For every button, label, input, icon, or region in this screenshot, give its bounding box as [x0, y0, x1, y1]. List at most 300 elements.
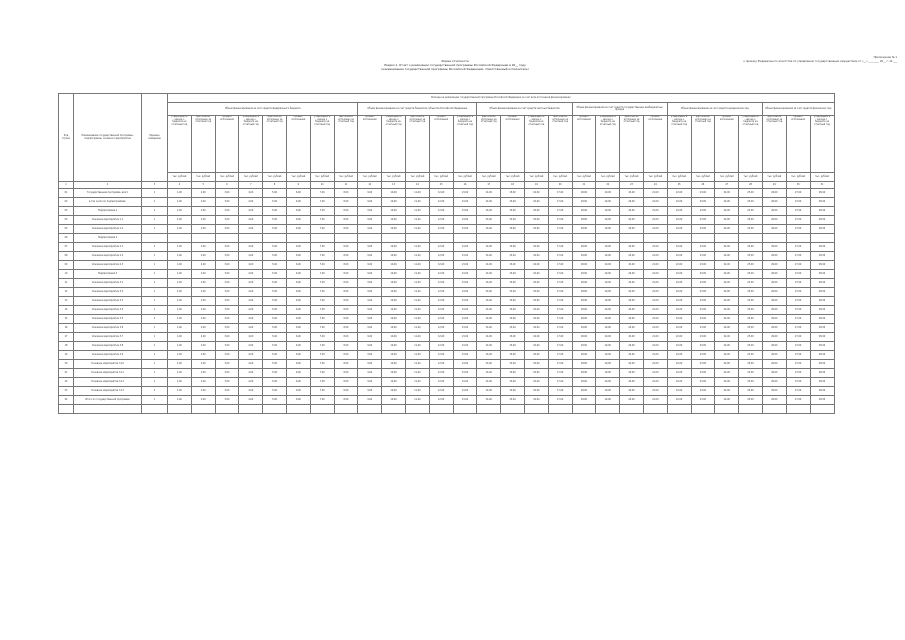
row-value: 1,00 — [168, 324, 192, 333]
row-code: 15 — [59, 315, 74, 324]
row-value: 6,00 — [286, 207, 310, 216]
row-name: Основное мероприятие 3.5 — [74, 315, 142, 324]
row-value: 15,00 — [501, 279, 525, 288]
row-value: 25,00 — [739, 333, 763, 342]
row-value: 13,00 — [453, 378, 477, 387]
row-value: 17,00 — [548, 261, 572, 270]
row-value — [358, 234, 382, 243]
row-value: 22,00 — [667, 207, 691, 216]
row-value: 16,00 — [524, 351, 548, 360]
row-value: 3,00 — [215, 396, 239, 405]
row-value — [524, 234, 548, 243]
row-value: 25,00 — [739, 342, 763, 351]
row-value: 25,00 — [739, 270, 763, 279]
row-value: 22,00 — [667, 189, 691, 198]
row-value: 15,00 — [501, 216, 525, 225]
row-unit: 1 — [142, 324, 168, 333]
row-value: 12,00 — [429, 387, 453, 396]
row-value: 17,00 — [548, 387, 572, 396]
row-value: 13,00 — [453, 324, 477, 333]
row-value: 24,00 — [715, 351, 739, 360]
row-value: 25,00 — [739, 387, 763, 396]
row-value — [596, 234, 620, 243]
row-value: 24,00 — [715, 216, 739, 225]
column-number: 17 — [477, 182, 501, 189]
column-number: 27 — [715, 182, 739, 189]
row-value: 6,00 — [286, 369, 310, 378]
row-value: 4,00 — [239, 198, 263, 207]
row-value: 5,00 — [263, 189, 287, 198]
row-value: 28,00 — [810, 297, 834, 306]
row-value: 1,00 — [168, 288, 192, 297]
row-value: 21,00 — [643, 396, 667, 405]
row-value: 24,00 — [715, 369, 739, 378]
column-number: 6 — [215, 182, 239, 189]
row-value: 26,00 — [762, 315, 786, 324]
row-value: 10,00 — [382, 288, 406, 297]
row-name: Основное мероприятие 3.9 — [74, 351, 142, 360]
row-value: 19,00 — [596, 198, 620, 207]
row-value — [667, 234, 691, 243]
row-unit: 1 — [142, 288, 168, 297]
row-value: 22,00 — [667, 387, 691, 396]
row-value: 5,00 — [263, 252, 287, 261]
row-value: 19,00 — [596, 270, 620, 279]
row-value: 9,00 — [358, 198, 382, 207]
row-value: 28,00 — [810, 216, 834, 225]
column-number: 16 — [453, 182, 477, 189]
table-row — [59, 396, 835, 405]
row-value: 21,00 — [643, 297, 667, 306]
row-value — [239, 405, 263, 414]
table-row — [59, 405, 835, 414]
row-value: 26,00 — [762, 252, 786, 261]
table-row — [59, 378, 835, 387]
row-value: 17,00 — [548, 324, 572, 333]
row-name: Основное мероприятие 2.2 — [74, 252, 142, 261]
row-value: 23,00 — [691, 189, 715, 198]
row-value: 16,00 — [524, 279, 548, 288]
row-value: 18,00 — [572, 225, 596, 234]
row-value: 7,00 — [310, 396, 334, 405]
row-value — [596, 405, 620, 414]
row-value: 10,00 — [382, 360, 406, 369]
table-row — [59, 189, 835, 198]
header-subcol: утверждено в законе о бюджете на отчетный год — [739, 116, 763, 173]
row-value: 2,00 — [191, 270, 215, 279]
row-value: 21,00 — [643, 270, 667, 279]
appendix-line-2: к приказу Федерального агентства по управлению государственным имуществом от «__» ________ 20__ г. № ___ — [743, 60, 897, 63]
row-value: 22,00 — [667, 378, 691, 387]
row-value: 18,00 — [572, 351, 596, 360]
row-value: 15,00 — [501, 324, 525, 333]
row-value: 7,00 — [310, 225, 334, 234]
row-value: 24,00 — [715, 306, 739, 315]
row-value: 13,00 — [453, 297, 477, 306]
header-name: Наименование государственной программы, подпрограммы, основного мероприятия — [74, 94, 142, 182]
row-value: 22,00 — [667, 396, 691, 405]
row-value — [239, 234, 263, 243]
row-code: 06 — [59, 234, 74, 243]
row-code: 04 — [59, 216, 74, 225]
row-value: 18,00 — [572, 279, 596, 288]
row-value: 1,00 — [168, 207, 192, 216]
row-value: 23,00 — [691, 279, 715, 288]
row-value: 26,00 — [762, 189, 786, 198]
row-value: 18,00 — [572, 342, 596, 351]
row-value — [501, 405, 525, 414]
row-value: 21,00 — [643, 306, 667, 315]
row-value: 6,00 — [286, 261, 310, 270]
header-subcol: утверждено в законе о бюджете на отчетный год — [168, 116, 192, 173]
row-unit: 1 — [142, 351, 168, 360]
title-line-3: (наименование государственной программы Российской Федерации, ответственный исполнитель) — [381, 67, 529, 71]
unit-cell: тыс. рублей — [572, 173, 596, 182]
row-code: 07 — [59, 243, 74, 252]
row-value: 4,00 — [239, 216, 263, 225]
row-value: 17,00 — [548, 315, 572, 324]
row-value: 4,00 — [239, 252, 263, 261]
header-code: Код строки — [59, 94, 74, 182]
row-value: 22,00 — [667, 279, 691, 288]
header-subcol: процент исполнения — [572, 116, 596, 173]
row-value: 15,00 — [501, 342, 525, 351]
row-code: 14 — [59, 306, 74, 315]
row-value: 23,00 — [691, 198, 715, 207]
header-row-units — [59, 173, 835, 182]
row-unit: 1 — [142, 387, 168, 396]
row-value: 10,00 — [382, 225, 406, 234]
row-value — [168, 405, 192, 414]
row-value — [620, 405, 644, 414]
row-value: 26,00 — [762, 243, 786, 252]
row-value: 7,00 — [310, 252, 334, 261]
row-code: 09 — [59, 261, 74, 270]
row-value: 24,00 — [715, 324, 739, 333]
row-value: 8,00 — [334, 216, 358, 225]
row-value: 19,00 — [596, 216, 620, 225]
row-name: Основное мероприятие 2.3 — [74, 261, 142, 270]
row-value: 4,00 — [239, 315, 263, 324]
row-value: 11,00 — [405, 243, 429, 252]
row-value: 3,00 — [215, 342, 239, 351]
row-value: 9,00 — [358, 333, 382, 342]
column-number: 11 — [334, 182, 358, 189]
row-value: 10,00 — [382, 297, 406, 306]
row-value — [429, 234, 453, 243]
row-value: 21,00 — [643, 198, 667, 207]
column-number: 29 — [762, 182, 786, 189]
row-value: 7,00 — [310, 270, 334, 279]
row-value — [382, 405, 406, 414]
row-value: 1,00 — [168, 198, 192, 207]
appendix-line-1: Приложение № 1 — [873, 56, 897, 59]
header-subcol: процент исполнения — [786, 116, 810, 173]
row-value: 27,00 — [786, 297, 810, 306]
row-value: 15,00 — [501, 252, 525, 261]
row-value — [762, 234, 786, 243]
row-value: 19,00 — [596, 333, 620, 342]
header-subcol: утверждено в законе о бюджете на отчетный год — [596, 116, 620, 173]
row-value: 16,00 — [524, 387, 548, 396]
header-group-c: Объем финансирования за счет средств местных бюджетов — [477, 103, 572, 116]
row-value: 2,00 — [191, 369, 215, 378]
row-value: 4,00 — [239, 306, 263, 315]
row-value: 24,00 — [715, 315, 739, 324]
row-value: 26,00 — [762, 279, 786, 288]
row-value: 19,00 — [596, 225, 620, 234]
row-value: 15,00 — [501, 297, 525, 306]
row-value: 10,00 — [382, 243, 406, 252]
row-code: 20 — [59, 360, 74, 369]
row-value: 20,00 — [620, 306, 644, 315]
row-value: 14,00 — [477, 369, 501, 378]
unit-cell: тыс. рублей — [310, 173, 334, 182]
row-value: 11,00 — [405, 387, 429, 396]
column-number: 25 — [667, 182, 691, 189]
header-row-top — [59, 94, 835, 103]
row-value: 22,00 — [667, 342, 691, 351]
row-value: 5,00 — [263, 297, 287, 306]
row-value: 4,00 — [239, 360, 263, 369]
unit-cell: тыс. рублей — [429, 173, 453, 182]
row-value: 10,00 — [382, 252, 406, 261]
title-line-2: Раздел 1. Отчет о реализации государственной программы Российской Федерации в 20__ году — [384, 63, 526, 67]
table-row — [59, 279, 835, 288]
row-value: 8,00 — [334, 297, 358, 306]
header-subcol: утверждено в законе о бюджете на отчетный год — [667, 116, 691, 173]
row-value: 14,00 — [477, 243, 501, 252]
row-value: 16,00 — [524, 270, 548, 279]
row-value — [405, 405, 429, 414]
row-unit: 1 — [142, 189, 168, 198]
row-value: 13,00 — [453, 270, 477, 279]
row-value: 9,00 — [358, 306, 382, 315]
row-unit: 1 — [142, 207, 168, 216]
row-value: 1,00 — [168, 360, 192, 369]
row-value: 7,00 — [310, 297, 334, 306]
row-value: 3,00 — [215, 189, 239, 198]
header-subcol: процент исполнения — [358, 116, 382, 173]
row-value: 9,00 — [358, 396, 382, 405]
row-value: 24,00 — [715, 252, 739, 261]
row-value: 3,00 — [215, 306, 239, 315]
row-value: 25,00 — [739, 189, 763, 198]
table-row — [59, 315, 835, 324]
row-value: 23,00 — [691, 225, 715, 234]
row-value: 6,00 — [286, 297, 310, 306]
row-value: 27,00 — [786, 198, 810, 207]
row-value — [572, 234, 596, 243]
row-value: 16,00 — [524, 396, 548, 405]
row-value — [643, 405, 667, 414]
row-value: 10,00 — [382, 270, 406, 279]
row-value — [405, 234, 429, 243]
row-value: 11,00 — [405, 306, 429, 315]
table-row — [59, 270, 835, 279]
row-value: 19,00 — [596, 369, 620, 378]
row-value: 23,00 — [691, 306, 715, 315]
row-value: 21,00 — [643, 279, 667, 288]
header-row-sub — [59, 116, 835, 173]
row-value: 20,00 — [620, 360, 644, 369]
row-value: 5,00 — [263, 306, 287, 315]
header-subcol: фактически исполнено за отчетный год — [762, 116, 786, 173]
row-value: 25,00 — [739, 207, 763, 216]
row-name: Основное мероприятие 3.2 — [74, 288, 142, 297]
column-number: 5 — [191, 182, 215, 189]
row-name: Государственная программа, всего — [74, 189, 142, 198]
row-value: 2,00 — [191, 243, 215, 252]
row-value: 18,00 — [572, 216, 596, 225]
row-value: 8,00 — [334, 387, 358, 396]
row-value: 26,00 — [762, 306, 786, 315]
header-subcol: утверждено в законе о бюджете на отчетный год — [524, 116, 548, 173]
row-value: 11,00 — [405, 288, 429, 297]
row-value: 4,00 — [239, 324, 263, 333]
row-unit: 1 — [142, 279, 168, 288]
row-value: 21,00 — [643, 387, 667, 396]
row-value: 11,00 — [405, 225, 429, 234]
row-value: 9,00 — [358, 207, 382, 216]
row-value: 16,00 — [524, 297, 548, 306]
row-value: 26,00 — [762, 270, 786, 279]
row-value: 2,00 — [191, 288, 215, 297]
row-value: 4,00 — [239, 369, 263, 378]
row-value: 13,00 — [453, 342, 477, 351]
row-value: 6,00 — [286, 288, 310, 297]
row-value — [310, 405, 334, 414]
row-value: 3,00 — [215, 270, 239, 279]
unit-cell: тыс. рублей — [739, 173, 763, 182]
row-value: 12,00 — [429, 324, 453, 333]
row-value: 18,00 — [572, 252, 596, 261]
row-value: 20,00 — [620, 243, 644, 252]
row-value: 11,00 — [405, 207, 429, 216]
row-value: 28,00 — [810, 342, 834, 351]
row-value: 5,00 — [263, 261, 287, 270]
row-value: 27,00 — [786, 270, 810, 279]
row-value: 14,00 — [477, 252, 501, 261]
header-unit: Единица измерения — [142, 94, 168, 182]
row-value: 5,00 — [263, 225, 287, 234]
row-value: 2,00 — [191, 396, 215, 405]
row-value: 2,00 — [191, 207, 215, 216]
row-value: 18,00 — [572, 333, 596, 342]
column-number: 12 — [358, 182, 382, 189]
row-value: 17,00 — [548, 216, 572, 225]
row-value: 18,00 — [572, 243, 596, 252]
unit-cell: тыс. рублей — [239, 173, 263, 182]
row-value — [168, 234, 192, 243]
row-value: 14,00 — [477, 198, 501, 207]
row-value: 18,00 — [572, 306, 596, 315]
row-value: 26,00 — [762, 324, 786, 333]
unit-cell: тыс. рублей — [191, 173, 215, 182]
row-value: 6,00 — [286, 342, 310, 351]
row-value: 6,00 — [286, 252, 310, 261]
row-value: 6,00 — [286, 189, 310, 198]
row-value: 24,00 — [715, 333, 739, 342]
row-value: 25,00 — [739, 198, 763, 207]
row-value: 18,00 — [572, 297, 596, 306]
row-value: 5,00 — [263, 369, 287, 378]
row-value: 7,00 — [310, 360, 334, 369]
row-value: 13,00 — [453, 243, 477, 252]
row-value: 1,00 — [168, 333, 192, 342]
row-name: Подпрограмма 2 — [74, 234, 142, 243]
row-value: 2,00 — [191, 324, 215, 333]
row-value: 8,00 — [334, 360, 358, 369]
row-value: 7,00 — [310, 315, 334, 324]
row-value: 17,00 — [548, 369, 572, 378]
row-value: 26,00 — [762, 207, 786, 216]
row-value: 18,00 — [572, 360, 596, 369]
row-value: 8,00 — [334, 243, 358, 252]
row-value: 24,00 — [715, 207, 739, 216]
row-name: Основное мероприятие 3.8 — [74, 342, 142, 351]
row-value: 12,00 — [429, 306, 453, 315]
row-value: 8,00 — [334, 324, 358, 333]
row-value: 7,00 — [310, 279, 334, 288]
row-value: 5,00 — [263, 216, 287, 225]
row-value: 11,00 — [405, 342, 429, 351]
unit-cell: тыс. рублей — [358, 173, 382, 182]
unit-cell: тыс. рублей — [524, 173, 548, 182]
table-row — [59, 369, 835, 378]
row-value: 27,00 — [786, 369, 810, 378]
row-value: 15,00 — [501, 387, 525, 396]
row-value: 4,00 — [239, 342, 263, 351]
row-value: 6,00 — [286, 225, 310, 234]
row-value: 2,00 — [191, 342, 215, 351]
row-value: 12,00 — [429, 378, 453, 387]
row-value: 21,00 — [643, 369, 667, 378]
row-value: 13,00 — [453, 198, 477, 207]
row-value: 12,00 — [429, 189, 453, 198]
row-value: 10,00 — [382, 351, 406, 360]
row-value — [501, 234, 525, 243]
row-value: 12,00 — [429, 369, 453, 378]
header-subcol: процент исполнения — [501, 116, 525, 173]
row-value: 1,00 — [168, 270, 192, 279]
row-unit: 1 — [142, 297, 168, 306]
row-name: Основное мероприятие 3.1 — [74, 279, 142, 288]
row-name: Основное мероприятие 3.7 — [74, 333, 142, 342]
row-value: 8,00 — [334, 369, 358, 378]
row-value: 20,00 — [620, 207, 644, 216]
row-value: 21,00 — [643, 207, 667, 216]
row-value: 15,00 — [501, 225, 525, 234]
unit-cell: тыс. рублей — [691, 173, 715, 182]
row-value — [477, 405, 501, 414]
row-value: 14,00 — [477, 324, 501, 333]
row-value: 12,00 — [429, 207, 453, 216]
row-value: 26,00 — [762, 216, 786, 225]
row-value: 10,00 — [382, 324, 406, 333]
row-value: 21,00 — [643, 243, 667, 252]
row-value: 28,00 — [810, 333, 834, 342]
row-value: 16,00 — [524, 243, 548, 252]
row-value: 15,00 — [501, 306, 525, 315]
row-value: 16,00 — [524, 288, 548, 297]
table-row — [59, 288, 835, 297]
row-value: 20,00 — [620, 279, 644, 288]
row-value: 24,00 — [715, 189, 739, 198]
row-value: 7,00 — [310, 378, 334, 387]
row-value: 26,00 — [762, 360, 786, 369]
row-value: 25,00 — [739, 261, 763, 270]
